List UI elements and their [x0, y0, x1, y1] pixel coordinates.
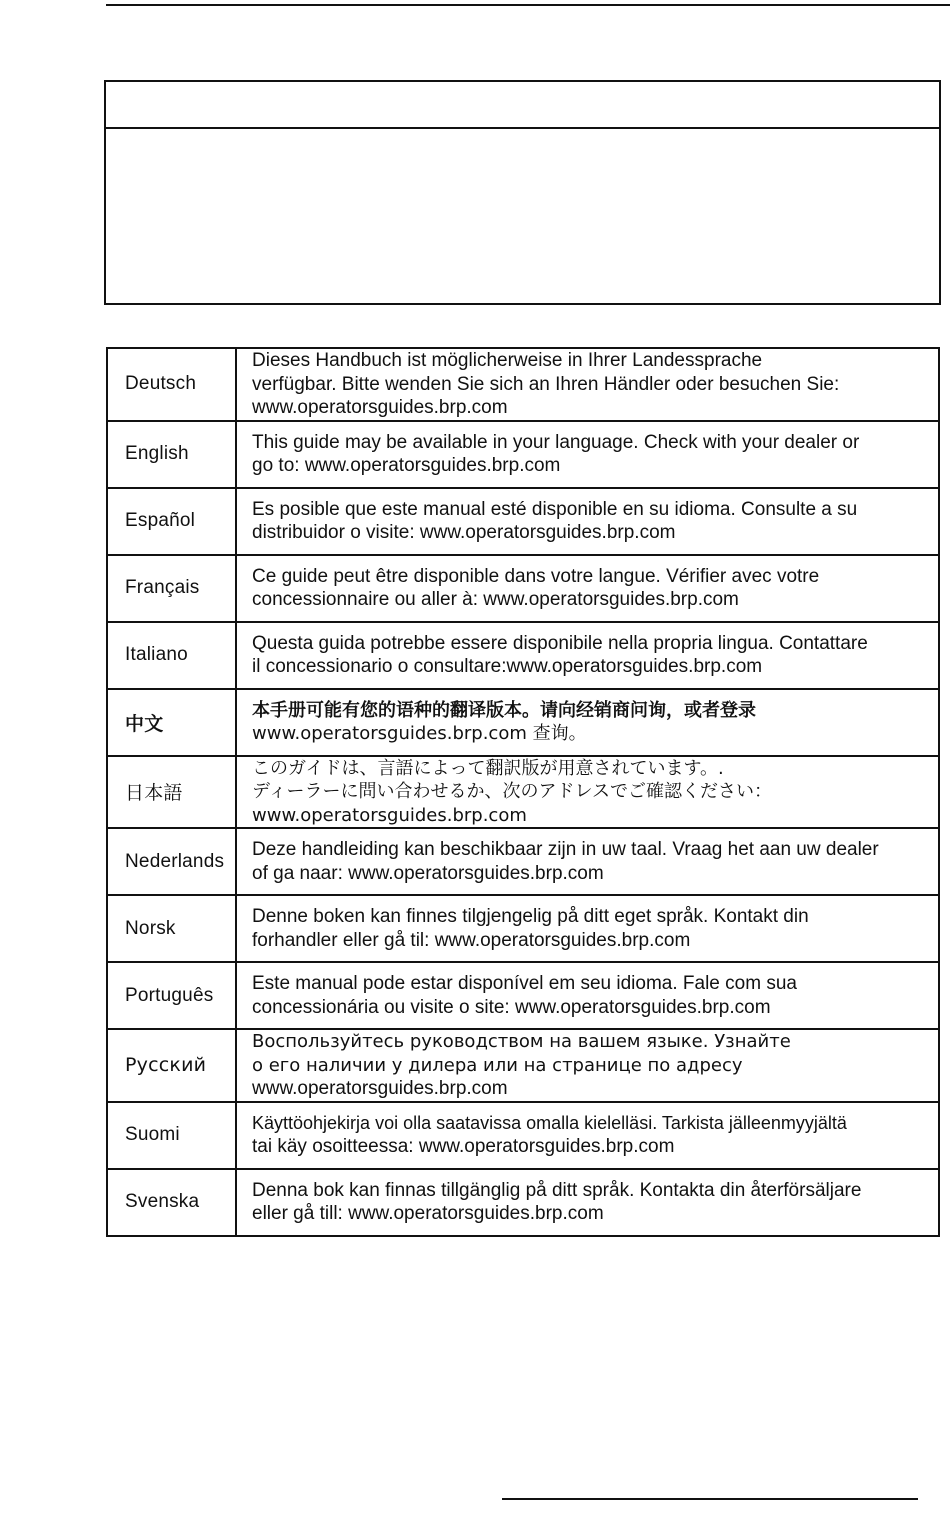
- message-line: 本手册可能有您的语种的翻译版本。请向经销商问询，或者登录: [252, 699, 756, 721]
- language-name: 日本語: [107, 756, 236, 829]
- message-line: Воспользуйтесь руководством на вашем языке. Узнайте: [252, 1031, 791, 1052]
- language-message: [236, 421, 939, 488]
- language-name: Español: [107, 488, 236, 555]
- language-message: [236, 962, 939, 1029]
- message-line: Deze handleiding kan beschikbaar zijn in uw taal. Vraag het aan uw dealer: [252, 839, 879, 860]
- table-row: [107, 488, 939, 555]
- top-rule: [106, 4, 950, 6]
- language-message: [236, 555, 939, 622]
- info-box-body: [106, 129, 939, 303]
- language-name: Русский: [107, 1029, 236, 1102]
- language-message: [236, 1102, 939, 1169]
- language-message: [236, 895, 939, 962]
- message-line: Käyttöohjekirja voi olla saatavissa omalla kielelläsi. Tarkista jälleenmyyjältä: [252, 1112, 847, 1133]
- language-message: [236, 689, 939, 756]
- table-row: [107, 828, 939, 895]
- language-name: Svenska: [107, 1169, 236, 1236]
- message-url: www.operatorsguides.brp.com: [252, 1078, 508, 1099]
- message-line: go to: www.operatorsguides.brp.com: [252, 455, 561, 476]
- language-message: [236, 1169, 939, 1236]
- language-name: Nederlands: [107, 828, 236, 895]
- message-line: о его наличии у дилера или на странице по адресу: [252, 1054, 743, 1076]
- message-line: このガイドは、言語によって翻訳版が用意されています。.: [252, 757, 724, 779]
- language-name: Suomi: [107, 1102, 236, 1169]
- message-line: forhandler eller gå til: www.operatorsguides.brp.com: [252, 929, 691, 951]
- message-line: il concessionario o consultare:www.operatorsguides.brp.com: [252, 656, 763, 677]
- language-message: [236, 1029, 939, 1102]
- message-line: Denna bok kan finnas tillgänglig på ditt språk. Kontakta din återförsäljare: [252, 1179, 862, 1201]
- message-line: Questa guida potrebbe essere disponibile nella propria lingua. Contattare: [252, 632, 868, 654]
- table-row: [107, 555, 939, 622]
- table-row: [107, 1169, 939, 1236]
- language-name: Français: [107, 555, 236, 622]
- table-row: [107, 1102, 939, 1169]
- message-line: of ga naar: www.operatorsguides.brp.com: [252, 862, 604, 884]
- table-row: [107, 348, 939, 421]
- table-row: [107, 962, 939, 1029]
- table-row: [107, 1029, 939, 1102]
- bottom-rule: [502, 1498, 918, 1500]
- language-name: Italiano: [107, 622, 236, 689]
- language-message: [236, 756, 939, 829]
- message-line: concessionária ou visite o site: www.operatorsguides.brp.com: [252, 996, 771, 1018]
- message-line: This guide may be available in your language. Check with your dealer or: [252, 431, 860, 453]
- message-line: distribuidor o visite: www.operatorsguides.brp.com: [252, 522, 676, 543]
- language-message: [236, 348, 939, 421]
- message-line: Denne boken kan finnes tilgjengelig på ditt eget språk. Kontakt din: [252, 906, 809, 927]
- message-line: concessionnaire ou aller à: www.operatorsguides.brp.com: [252, 589, 739, 610]
- language-name: English: [107, 421, 236, 488]
- language-message: [236, 828, 939, 895]
- table-row: [107, 689, 939, 756]
- language-name: 中文: [107, 689, 236, 756]
- message-line: www.operatorsguides.brp.com 查询。: [252, 723, 587, 744]
- table-row: [107, 622, 939, 689]
- language-availability-table: [106, 347, 940, 1237]
- language-message: [236, 622, 939, 689]
- language-name: Norsk: [107, 895, 236, 962]
- table-row: [107, 895, 939, 962]
- message-line: eller gå till: www.operatorsguides.brp.com: [252, 1203, 604, 1224]
- message-line: Es posible que este manual esté disponible en su idioma. Consulte a su: [252, 498, 858, 520]
- language-name: Português: [107, 962, 236, 1029]
- info-box: [104, 80, 941, 305]
- info-box-header: [106, 82, 939, 129]
- language-name: Deutsch: [107, 348, 236, 421]
- message-line: Ce guide peut être disponible dans votre langue. Vérifier avec votre: [252, 565, 820, 587]
- message-line: ディーラーに問い合わせるか、次のアドレスでご確認ください：: [252, 781, 773, 802]
- message-line: Este manual pode estar disponível em seu idioma. Fale com sua: [252, 973, 797, 994]
- table-row: [107, 756, 939, 829]
- message-line: Dieses Handbuch ist möglicherweise in Ihrer Landessprache: [252, 350, 763, 371]
- language-message: [236, 488, 939, 555]
- message-line: verfügbar. Bitte wenden Sie sich an Ihren Händler oder besuchen Sie:: [252, 373, 840, 395]
- message-url: www.operatorsguides.brp.com: [252, 804, 527, 826]
- message-url: www.operatorsguides.brp.com: [252, 397, 508, 418]
- table-row: [107, 421, 939, 488]
- message-line: tai käy osoitteessa: www.operatorsguides.brp.com: [252, 1136, 675, 1157]
